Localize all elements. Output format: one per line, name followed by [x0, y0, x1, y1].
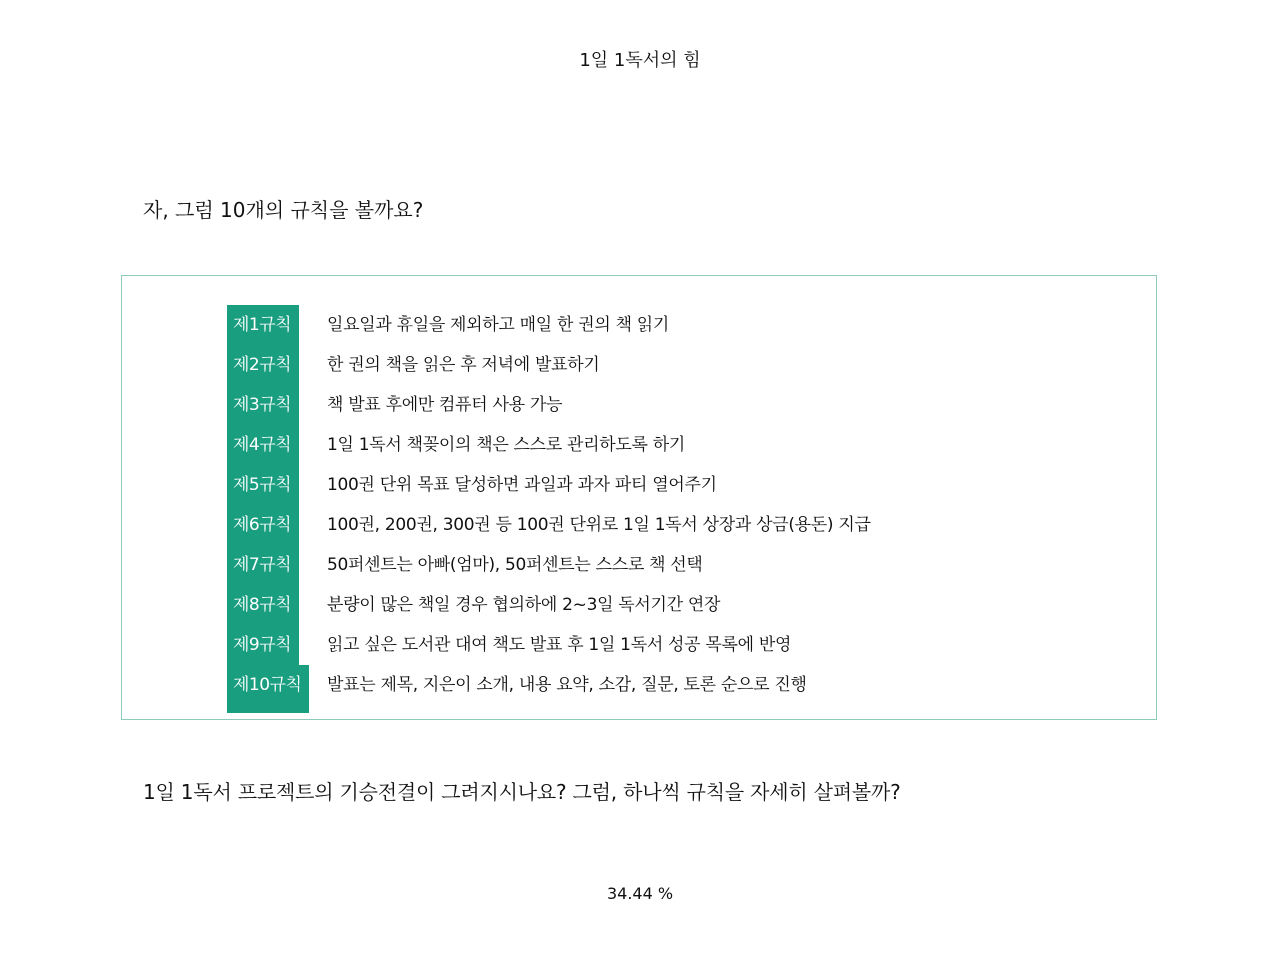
rule-row-7 — [227, 545, 871, 585]
rule-label: 제3규칙 — [227, 385, 299, 425]
rule-label: 제9규칙 — [227, 625, 299, 665]
rule-text: 읽고 싶은 도서관 대여 책도 발표 후 1일 1독서 성공 목록에 반영 — [327, 635, 792, 655]
rule-row-5 — [227, 465, 871, 505]
intro-paragraph: 자, 그럼 10개의 규칙을 볼까요? — [143, 198, 424, 222]
rule-text: 분량이 많은 책일 경우 협의하에 2~3일 독서기간 연장 — [327, 595, 721, 615]
rule-row-9 — [227, 625, 871, 665]
rule-label: 제5규칙 — [227, 465, 299, 505]
rule-text: 1일 1독서 책꽂이의 책은 스스로 관리하도록 하기 — [327, 435, 685, 455]
reading-progress: 34.44 % — [606, 884, 674, 903]
rule-text: 한 권의 책을 읽은 후 저녁에 발표하기 — [327, 355, 600, 375]
rule-text: 일요일과 휴일을 제외하고 매일 한 권의 책 읽기 — [327, 315, 670, 335]
closing-paragraph: 1일 1독서 프로젝트의 기승전결이 그려지시나요? 그럼, 하나씩 규칙을 자세히 살펴볼까? — [143, 780, 901, 804]
rule-text: 책 발표 후에만 컴퓨터 사용 가능 — [327, 395, 563, 415]
rule-row-2 — [227, 345, 871, 385]
rule-label: 제2규칙 — [227, 345, 299, 385]
rules-box — [121, 275, 1157, 720]
rule-row-6 — [227, 505, 871, 545]
rule-label: 제8규칙 — [227, 585, 299, 625]
rule-label: 제1규칙 — [227, 305, 299, 345]
rule-label: 제6규칙 — [227, 505, 299, 545]
rule-row-3 — [227, 385, 871, 425]
rule-row-1 — [227, 305, 871, 345]
rule-text: 100권 단위 목표 달성하면 과일과 과자 파티 열어주기 — [327, 475, 717, 495]
rule-label: 제10규칙 — [227, 665, 309, 713]
rule-label: 제4규칙 — [227, 425, 299, 465]
rules-list — [227, 305, 871, 705]
rule-row-10 — [227, 665, 871, 705]
rule-text: 50퍼센트는 아빠(엄마), 50퍼센트는 스스로 책 선택 — [327, 555, 703, 575]
rule-text: 발표는 제목, 지은이 소개, 내용 요약, 소감, 질문, 토론 순으로 진행 — [327, 675, 807, 695]
rule-text: 100권, 200권, 300권 등 100권 단위로 1일 1독서 상장과 상금(용돈) 지급 — [327, 515, 871, 535]
rule-row-8 — [227, 585, 871, 625]
book-title: 1일 1독서의 힘 — [579, 50, 701, 71]
rule-label: 제7규칙 — [227, 545, 299, 585]
rule-row-4 — [227, 425, 871, 465]
